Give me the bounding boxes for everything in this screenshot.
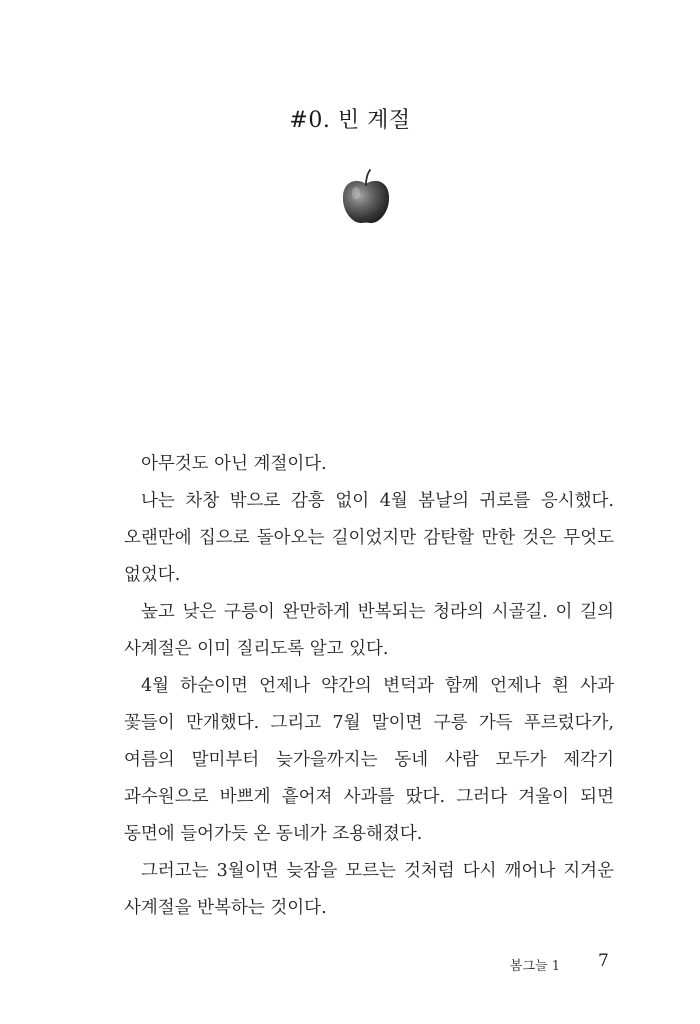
paragraph-1: 아무것도 아닌 계절이다. xyxy=(141,454,327,474)
apple-icon xyxy=(336,168,396,228)
paragraph-5: 그러고는 3월이면 늦잠을 모르는 것처럼 다시 깨어나 지겨운 사계절을 반복하는 것이다. xyxy=(124,861,614,918)
page-number: 7 xyxy=(598,951,609,971)
paragraph-3: 높고 낮은 구릉이 완만하게 반복되는 청라의 시골길. 이 길의 사계절은 이미 질리도록 알고 있다. xyxy=(124,602,614,659)
paragraph-4: 4월 하순이면 언제나 약간의 변덕과 함께 언제나 흰 사과 꽃들이 만개했다. 그리고 7월 말이면 구릉 가득 푸르렀다가, 여름의 말미부터 늦가을까지는 동네 사람 모두가 제각기 과수원으로 바쁘게 흩어져 사과를 땄다. 그러다 겨울이 되면 동면에 들어가듯 온 동네가 조용해졌다. xyxy=(124,676,614,844)
running-footer-title: 봄그늘 1 xyxy=(509,959,560,974)
chapter-title: #0. 빈 계절 xyxy=(289,108,411,133)
body-text xyxy=(124,446,614,927)
paragraph-2: 나는 차창 밖으로 감흥 없이 4월 봄날의 귀로를 응시했다. 오랜만에 집으로 돌아오는 길이었지만 감탄할 만한 것은 무엇도 없었다. xyxy=(124,491,614,585)
